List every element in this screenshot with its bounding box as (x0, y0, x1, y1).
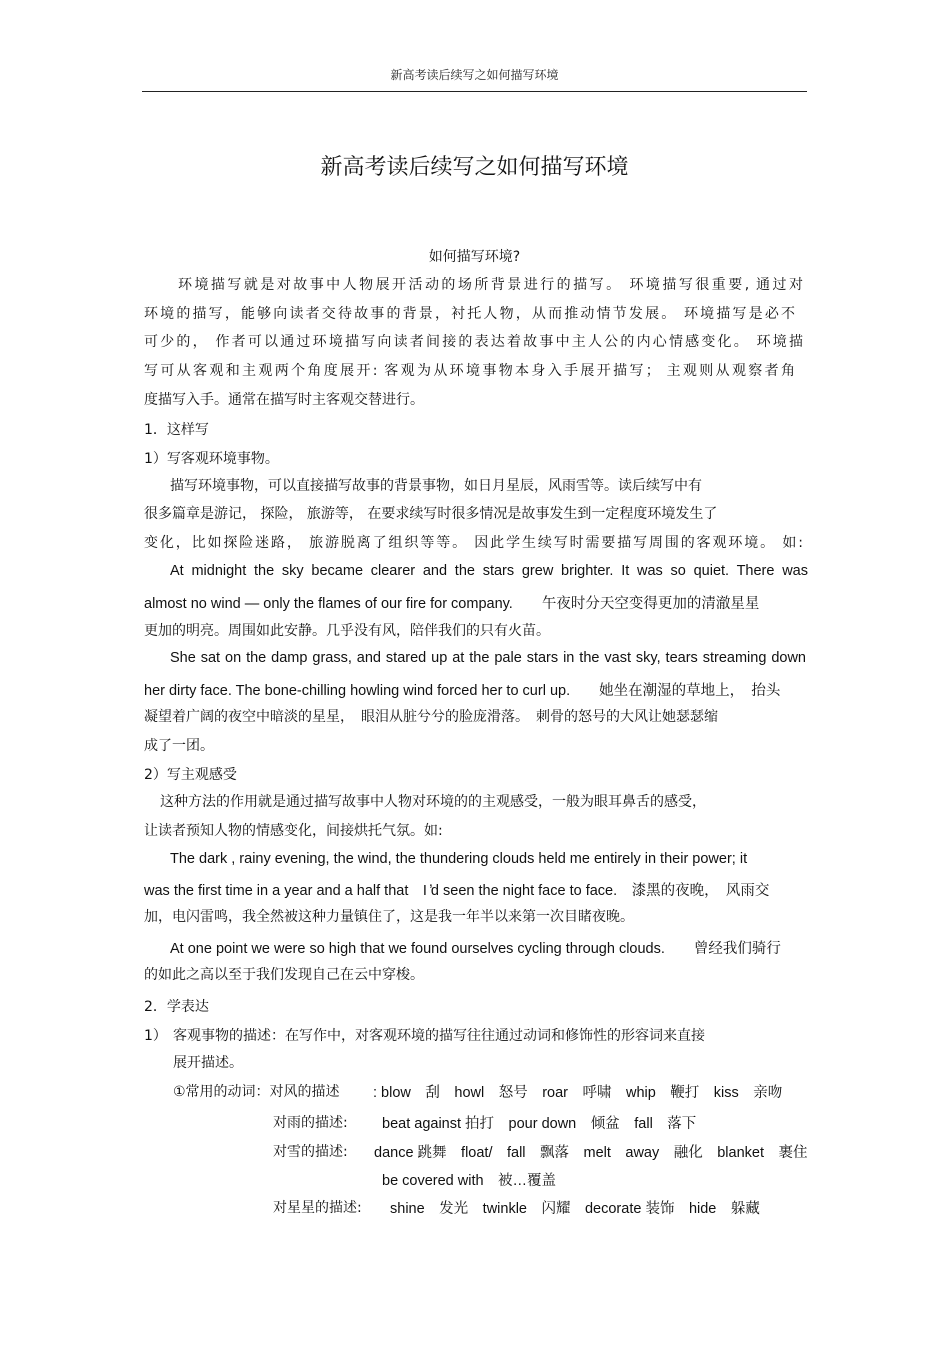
vocab-items: dance 跳舞 float/ fall 飘落 melt away 融化 blanket 裹住 (374, 1145, 808, 1161)
example-line: The dark , rainy evening, the wind, the thundering clouds held me entirely in their power; it (170, 851, 748, 867)
example-line: At midnight the sky became clearer and the stars grew brighter. It was so quiet. There was (170, 563, 808, 579)
example-line: 成了一团。 (144, 738, 214, 754)
intro-line: 写可从客观和主观两个角度展开: 客观为从环境事物本身入手展开描写； 主观则从观察者角 (144, 363, 795, 379)
subsection-heading-cont: 展开描述。 (173, 1055, 243, 1071)
example-line: was the first time in a year and a half that I ̓d seen the night face to face. 漆黑的夜晚， 风雨交 (144, 883, 770, 899)
section-heading: 2．学表达 (144, 999, 209, 1015)
intro-line: 环境的描写，能够向读者交待故事的背景，衬托人物，从而推动情节发展。 环境描写是必不 (144, 306, 795, 322)
subsection-number: 1） (144, 1028, 167, 1044)
vocab-items: shine 发光 twinkle 闪耀 decorate 装饰 hide 躲藏 (390, 1201, 760, 1217)
paragraph-line: 描写环境事物，可以直接描写故事的背景事物，如日月星辰，风雨雪等。读后续写中有 (170, 478, 702, 494)
paragraph-line: 很多篇章是游记， 探险， 旅游等， 在要求续写时很多情况是故事发生到一定程度环境发生了 (144, 506, 718, 522)
verbs-label: ①常用的动词：对风的描述 (173, 1084, 340, 1100)
example-line: 凝望着广阔的夜空中暗淡的星星， 眼泪从脏兮兮的脸庞滑落。 刺骨的怒号的大风让她瑟瑟缩 (144, 709, 718, 725)
example-line: She sat on the damp grass, and stared up at the pale stars in the vast sky, tears streaming down (170, 650, 806, 666)
subsection-heading: 2）写主观感受 (144, 767, 237, 783)
vocab-items: : blow 刮 howl 怒号 roar 呼啸 whip 鞭打 kiss 亲吻 (373, 1085, 783, 1101)
section-subtitle: 如何描写环境? (428, 249, 521, 265)
example-line: 的如此之高以至于我们发现自己在云中穿梭。 (144, 967, 424, 983)
section-heading: 1．这样写 (144, 422, 209, 438)
intro-line: 度描写入手。通常在描写时主客观交替进行。 (144, 392, 424, 408)
paragraph-line: 变化，比如探险迷路， 旅游脱离了组织等等。 因此学生续写时需要描写周围的客观环境。 如: (144, 535, 803, 551)
paragraph-line: 这种方法的作用就是通过描写故事中人物对环境的的主观感受，一般为眼耳鼻舌的感受， (160, 794, 706, 810)
vocab-label: 对雪的描述: (273, 1144, 348, 1160)
running-header: 新高考读后续写之如何描写环境 (390, 68, 559, 82)
paragraph-line: 让读者预知人物的情感变化，间接烘托气氛。如: (144, 823, 443, 839)
intro-line: 环境描写就是对故事中人物展开活动的场所背景进行的描写。 环境描写很重要, 通过对 (178, 277, 803, 293)
example-line: her dirty face. The bone-chilling howling wind forced her to curl up. 她坐在潮湿的草地上， 抬头 (144, 683, 781, 699)
vocab-items: beat against 拍打 pour down 倾盆 fall 落下 (382, 1116, 697, 1132)
example-line: At one point we were so high that we found ourselves cycling through clouds. 曾经我们骑行 (170, 941, 781, 957)
subsection-heading: 1）写客观环境事物。 (144, 451, 279, 467)
vocab-label: 对雨的描述: (273, 1115, 348, 1131)
header-divider (142, 91, 807, 92)
intro-line: 可少的， 作者可以通过环境描写向读者间接的表达着故事中主人公的内心情感变化。 环境描 (144, 334, 803, 350)
document-title: 新高考读后续写之如何描写环境 (320, 155, 629, 180)
example-line: almost no wind — only the flames of our fire for company. 午夜时分天空变得更加的清澈星星 (144, 596, 760, 612)
vocab-items: be covered with 被…覆盖 (382, 1173, 557, 1189)
subsection-heading: 客观事物的描述：在写作中，对客观环境的描写往往通过动词和修饰性的形容词来直接 (173, 1028, 705, 1044)
vocab-label: 对星星的描述: (273, 1200, 362, 1216)
example-line: 更加的明亮。周围如此安静。几乎没有风，陪伴我们的只有火苗。 (144, 623, 550, 639)
example-line: 加，电闪雷鸣，我全然被这种力量镇住了，这是我一年半以来第一次目睹夜晚。 (144, 909, 634, 925)
